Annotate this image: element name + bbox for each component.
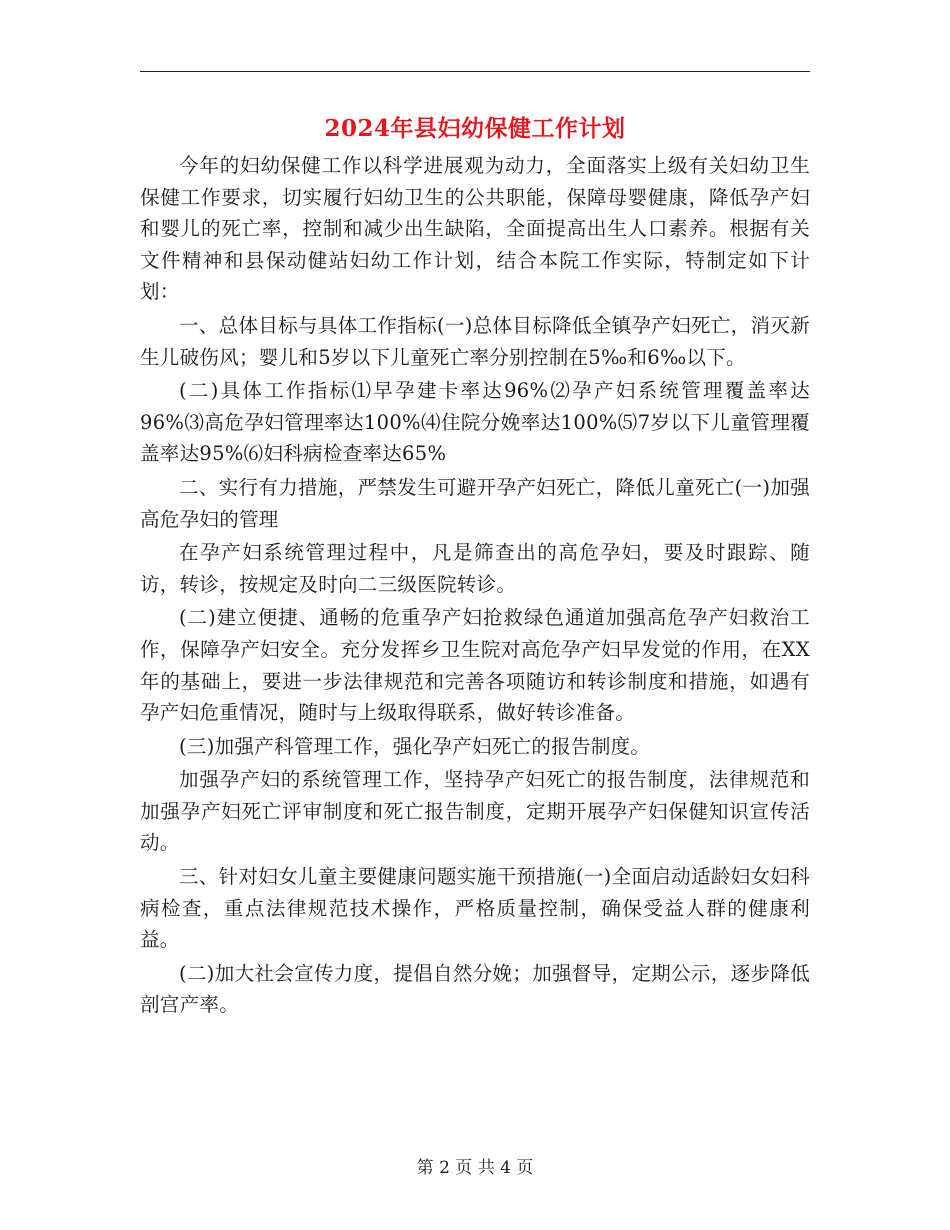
paragraph: 今年的妇幼保健工作以科学进展观为动力，全面落实上级有关妇幼卫生保健工作要求，切实履行妇幼卫生的公共职能，保障母婴健康，降低孕产妇和婴儿的死亡率，控制和减少出生缺陷，全面提高出生人口素养。根据有关文件精神和县保动健站妇幼工作计划，结合本院工作实际，特制定如下计划： [140, 154, 810, 304]
paragraph: (三)加强产科管理工作，强化孕产妇死亡的报告制度。 [179, 734, 651, 758]
paragraph: 三、针对妇女儿童主要健康问题实施干预措施(一)全面启动适龄妇女妇科病检查，重点法律规范技术操作，严格质量控制，确保受益人群的健康利益。 [140, 865, 810, 952]
paragraph: (二)建立便捷、通畅的危重孕产妇抢救绿色通道加强高危孕产妇救治工作，保障孕产妇安全。充分发挥乡卫生院对高危孕产妇早发觉的作用，在XX年的基础上，要进一步法律规范和完善各项随访和转诊制度和措施，如遇有孕产妇危重情况，随时与上级取得联系，做好转诊准备。 [140, 606, 810, 725]
paragraph: 加强孕产妇的系统管理工作，坚持孕产妇死亡的报告制度，法律规范和加强孕产妇死亡评审制度和死亡报告制度，定期开展孕产妇保健知识宣传活动。 [140, 768, 810, 855]
paragraph: (二)加大社会宣传力度，提倡自然分娩；加强督导，定期公示，逐步降低剖宫产率。 [140, 961, 810, 1017]
document-body [140, 150, 810, 1023]
paragraph: 一、总体目标与具体工作指标(一)总体目标降低全镇孕产妇死亡，消灭新生儿破伤风；婴儿和5岁以下儿童死亡率分别控制在5‰和6‰以下。 [140, 313, 810, 369]
page-footer: 第 2 页 共 4 页 [416, 1158, 534, 1178]
header-rule [140, 71, 810, 72]
document-title: 2024年县妇幼保健工作计划 [324, 115, 626, 142]
paragraph: 二、实行有力措施，严禁发生可避开孕产妇死亡，降低儿童死亡(一)加强高危孕妇的管理 [140, 475, 810, 531]
paragraph: 在孕产妇系统管理过程中，凡是筛查出的高危孕妇，要及时跟踪、随访，转诊，按规定及时向二三级医院转诊。 [140, 541, 810, 596]
paragraph: (二)具体工作指标⑴早孕建卡率达96%⑵孕产妇系统管理覆盖率达96%⑶高危孕妇管理率达100%⑷住院分娩率达100%⑸7岁以下儿童管理覆盖率达95%⑹妇科病检查率达65% [140, 379, 810, 466]
